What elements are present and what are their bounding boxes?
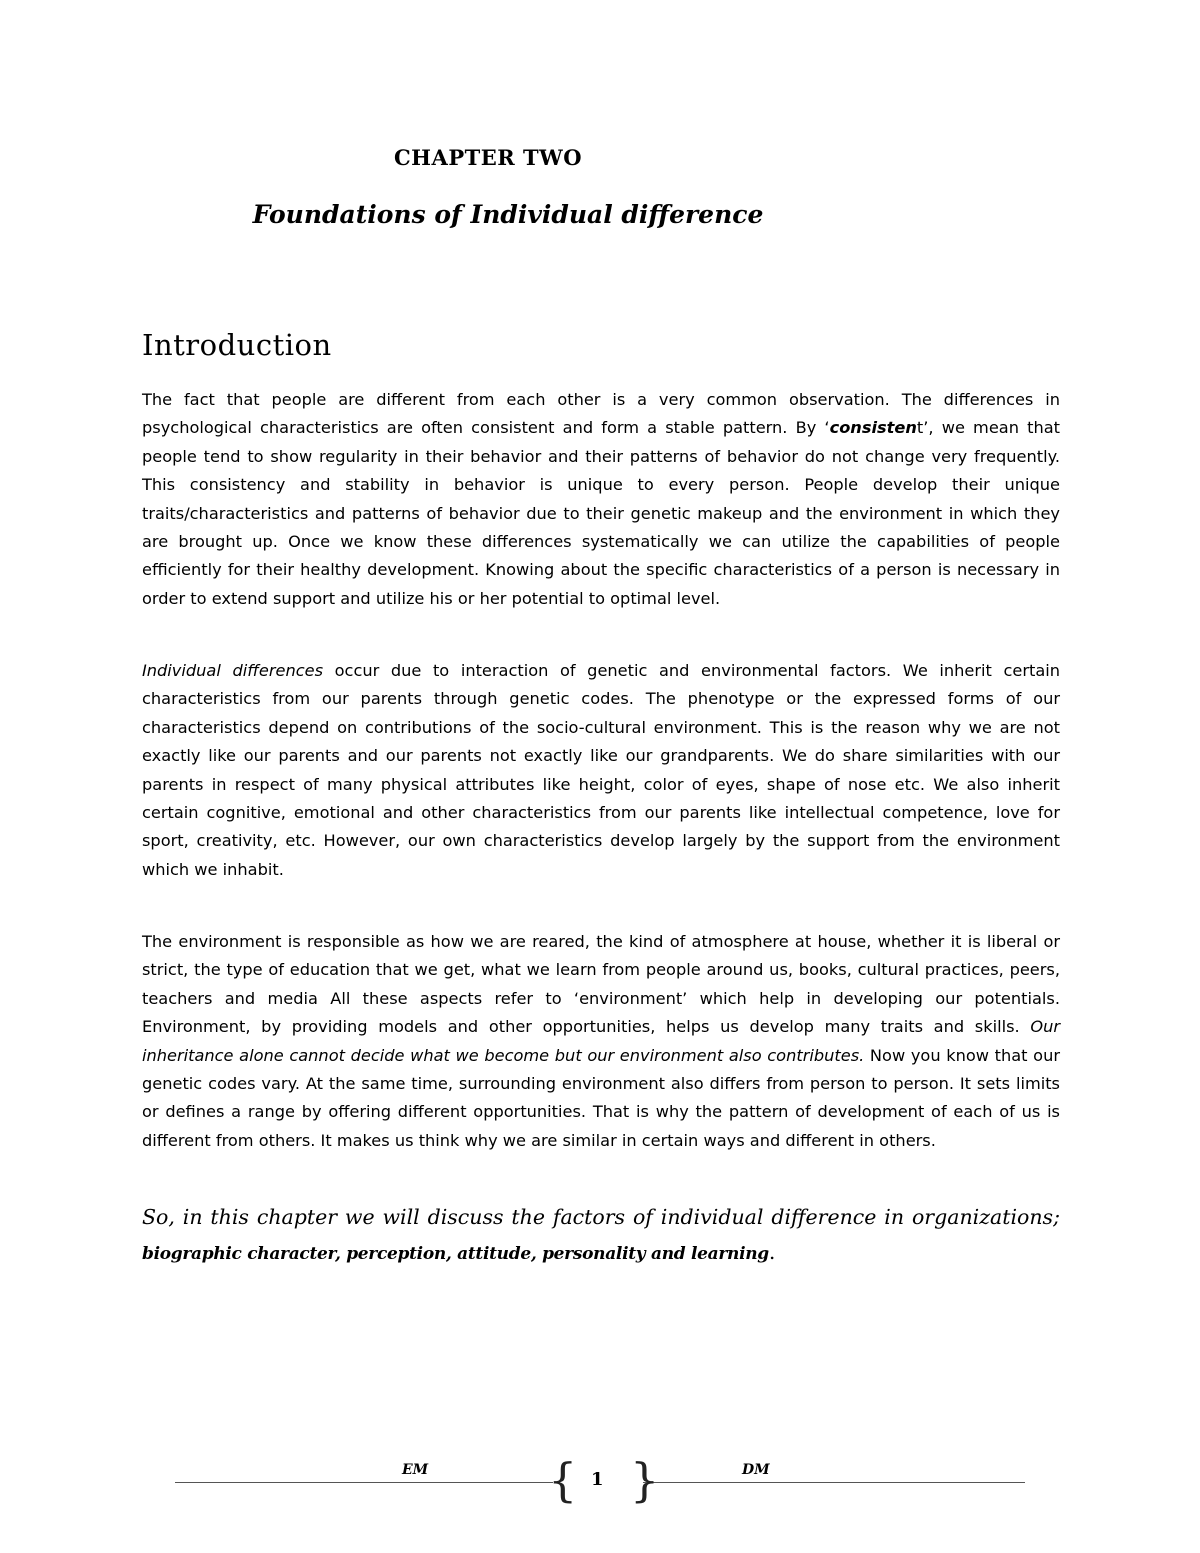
emphasized-sentence: Our inheritance alone cannot decide what we become but our environment also contributes. <box>142 1017 1060 1065</box>
emphasized-term: Individual differences <box>142 661 324 680</box>
overview-end: . <box>768 1240 776 1264</box>
left-brace-icon: { <box>548 1453 578 1507</box>
chapter-number: CHAPTER TWO <box>393 145 583 170</box>
overview-lead: So, in this chapter we will discuss the factors of individual difference in organizations; <box>142 1205 1060 1229</box>
footer-left-label: EM <box>402 1462 429 1478</box>
paragraph-text: The fact that people are different from each other is a very common observation. The differences in psychological characteristics are often consistent and form a stable pattern. By ‘ <box>142 390 1060 438</box>
paragraph-text: occur due to interaction of genetic and environmental factors. We inherit certain characteristics from our parents through genetic codes. The phenotype or the expressed forms of our characteristics depend on contributions of the socio-cultural environment. This is the reason why we are not exactly like our parents and our parents not exactly like our grandparents. We do share similarities with our parents in respect of many physical attributes like height, color of eyes, shape of nose etc. We also inherit certain cognitive, emotional and other characteristics from our parents like intellectual competence, love for sport, creativity, etc. However, our own characteristics develop largely by the support from the environment which we inhabit. <box>142 661 1061 879</box>
intro-paragraph-2 <box>142 657 1060 884</box>
chapter-overview <box>142 1200 1060 1272</box>
footer-right-label: DM <box>742 1462 770 1478</box>
section-heading: Introduction <box>142 328 332 362</box>
chapter-title: Foundations of Individual difference <box>252 200 764 229</box>
intro-paragraph-1 <box>142 386 1060 613</box>
page-number: 1 <box>591 1469 604 1490</box>
footer-rule-right <box>643 1482 1025 1483</box>
footer-rule-left <box>175 1482 553 1483</box>
paragraph-text: The environment is responsible as how we are reared, the kind of atmosphere at house, whether it is liberal or strict, the type of education that we get, what we learn from people around us, books, cultural practices, peers, teachers and media All these aspects refer to ‘environment’ which help in developing our potentials. Environment, by providing models and other opportunities, helps us develop many traits and skills. <box>142 932 1060 1037</box>
paragraph-text: t’, we mean that people tend to show regularity in their behavior and their patterns of behavior do not change very frequently. This consistency and stability in behavior is unique to every person. People develop their unique traits/characteristics and patterns of behavior due to their genetic makeup and the environment in which they are brought up. Once we know these differences systematically we can utilize the capabilities of people efficiently for their healthy development. Knowing about the specific characteristics of a person is necessary in order to extend support and utilize his or her potential to optimal level. <box>142 418 1060 608</box>
intro-paragraph-3 <box>142 928 1060 1155</box>
factor-list: biographic character, perception, attitude, personality and learning <box>142 1244 769 1264</box>
emphasized-term: consisten <box>829 418 917 438</box>
paragraph-text: Now you know that our genetic codes vary. At the same time, surrounding environment also differs from person to person. It sets limits or defines a range by offering different opportunities. That is why the pattern of development of each of us is different from others. It makes us think why we are similar in certain ways and different in others. <box>142 1045 1060 1150</box>
right-brace-icon: } <box>630 1453 660 1507</box>
